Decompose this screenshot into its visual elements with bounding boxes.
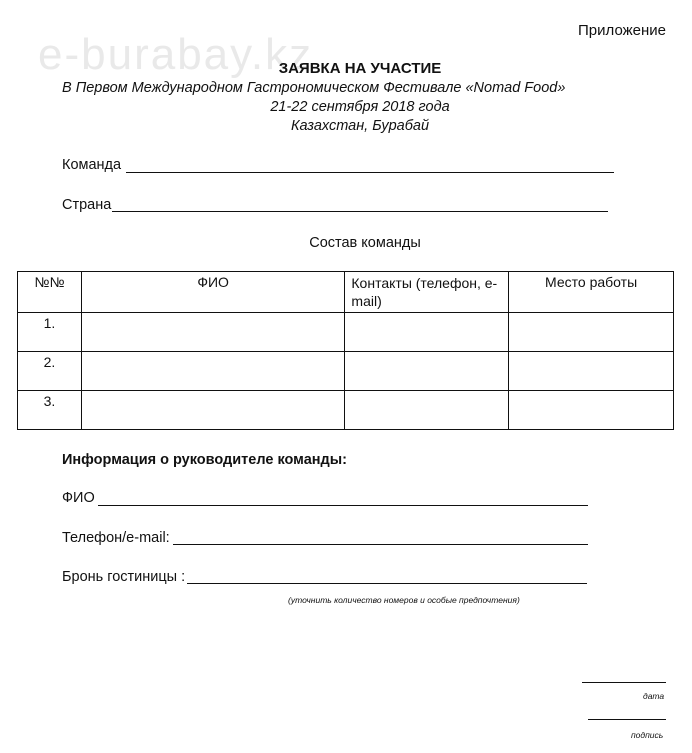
- watermark: e-burabay.kz: [38, 30, 314, 79]
- festival-location: Казахстан, Бурабай: [290, 118, 430, 134]
- row-number: 1.: [18, 313, 82, 352]
- signature-caption: подпись: [631, 730, 664, 740]
- festival-dates: 21-22 сентября 2018 года: [270, 99, 450, 115]
- signature-input-line[interactable]: [588, 719, 666, 720]
- name-cell[interactable]: [81, 352, 345, 391]
- appendix-label: Приложение: [578, 22, 666, 39]
- workplace-cell[interactable]: [509, 313, 674, 352]
- members-header-row: [18, 272, 674, 313]
- table-row: [18, 352, 674, 391]
- team-label: Команда: [62, 157, 122, 173]
- leader-name-input-line[interactable]: [98, 505, 588, 506]
- document-title: ЗАЯВКА НА УЧАСТИЕ: [278, 60, 442, 77]
- date-caption: дата: [643, 691, 665, 701]
- header-number: №№: [18, 272, 82, 313]
- leader-phone-input-line[interactable]: [173, 544, 588, 545]
- members-section-title: Состав команды: [309, 235, 421, 251]
- workplace-cell[interactable]: [509, 391, 674, 430]
- workplace-cell[interactable]: [509, 352, 674, 391]
- header-name: ФИО: [81, 272, 345, 313]
- contacts-cell[interactable]: [345, 352, 509, 391]
- hotel-note: (уточнить количество номеров и особые предпочтения): [288, 595, 520, 605]
- hotel-input-line[interactable]: [187, 583, 587, 584]
- contacts-cell[interactable]: [345, 391, 509, 430]
- date-input-line[interactable]: [582, 682, 666, 683]
- leader-section-title: Информация о руководителе команды:: [62, 452, 347, 468]
- contacts-cell[interactable]: [345, 313, 509, 352]
- leader-phone-label: Телефон/e-mail:: [62, 530, 170, 546]
- table-row: [18, 391, 674, 430]
- row-number: 3.: [18, 391, 82, 430]
- festival-name: В Первом Международном Гастрономическом Фестивале «Nomad Food»: [62, 80, 566, 96]
- name-cell[interactable]: [81, 391, 345, 430]
- members-table: [17, 271, 674, 430]
- leader-name-label: ФИО: [62, 490, 95, 506]
- header-workplace: Место работы: [509, 272, 674, 313]
- team-input-line[interactable]: [126, 172, 614, 173]
- hotel-label: Бронь гостиницы :: [62, 569, 186, 585]
- country-input-line[interactable]: [112, 211, 608, 212]
- header-contacts: Контакты (телефон, e-mail): [345, 272, 509, 313]
- country-label: Страна: [62, 197, 112, 213]
- row-number: 2.: [18, 352, 82, 391]
- table-row: [18, 313, 674, 352]
- name-cell[interactable]: [81, 313, 345, 352]
